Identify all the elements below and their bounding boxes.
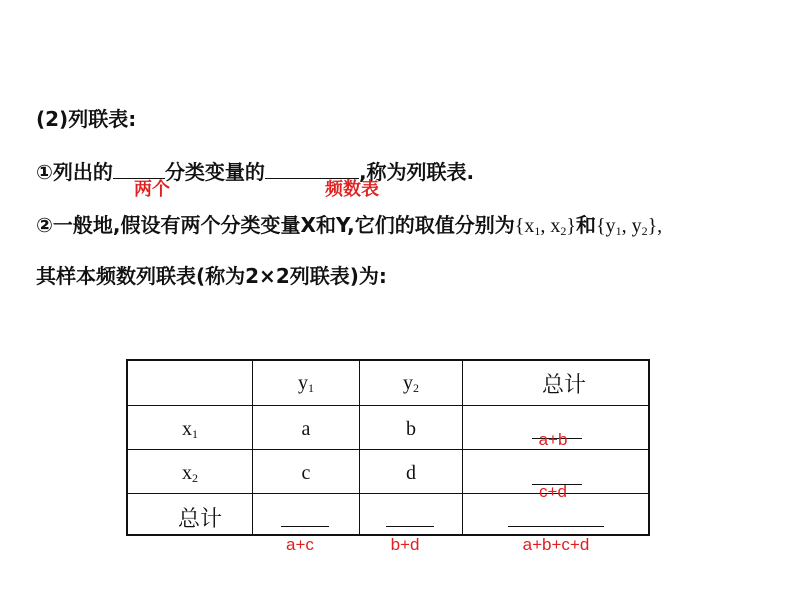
cell-c: c [301,462,311,484]
header-y2: $y_2$ [403,372,419,395]
cell-a: a [301,418,311,440]
section-heading: (2)列联表: [36,107,137,131]
answer-text-2: 频数表 [325,179,379,200]
cell-d: d [406,462,416,484]
table-hline-3 [128,493,648,494]
sentence-2-text: ②一般地,假设有两个分类变量X和Y,它们的取值分别为 [36,213,515,237]
row-x2-label: $x_2$ [182,462,198,485]
sentence-3: 其样本频数列联表(称为2×2列联表)为: [36,264,387,288]
total-col1-blank [281,526,329,527]
grand-total-blank [508,526,604,527]
sentence-1-part-3: ,称为列联表. [358,160,475,184]
header-y1: $y_1$ [298,372,314,395]
y-value-set: {$y_1$, $y_2$}, [595,215,663,238]
total-col2-blank [386,526,434,527]
row1-total-answer: a+b [538,430,568,449]
answer-text-1: 两个 [134,179,170,200]
x-value-set: {$x_1$, $x_2$} [514,215,576,238]
contingency-table [126,359,650,536]
cell-b: b [406,418,416,440]
sentence-2 [36,209,662,239]
table-hline-2 [128,449,648,450]
fill-in-sentence-1 [36,156,474,185]
row2-total-answer: c+d [539,482,567,501]
table-vline-3 [462,361,463,534]
grand-total-answer: a+b+c+d [522,535,590,554]
sentence-1-part-1: ①列出的 [36,160,113,184]
sentence-1-part-2: 分类变量的 [164,160,265,184]
and-word: 和 [575,213,596,237]
row-total-label: 总计 [177,507,223,532]
table-vline-2 [359,361,360,534]
total-col2-answer: b+d [390,535,420,554]
table-hline-1 [128,405,648,406]
header-total: 总计 [541,373,587,398]
total-col1-answer: a+c [286,535,314,554]
row-x1-label: $x_1$ [182,418,198,441]
table-vline-1 [252,361,253,534]
